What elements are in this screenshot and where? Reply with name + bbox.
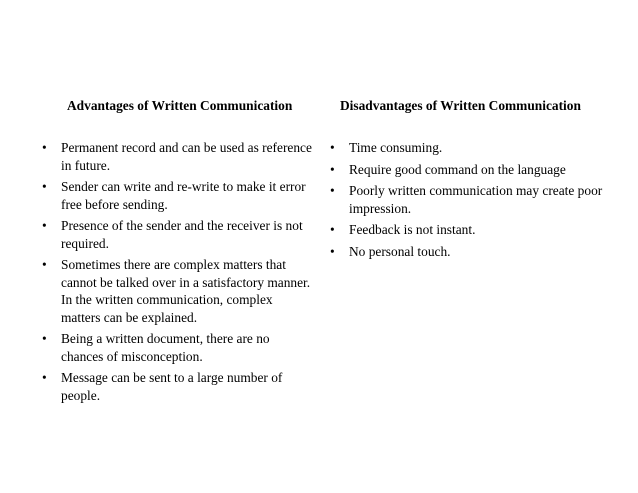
bullet-icon: • [42,218,47,233]
list-item-text: Time consuming. [349,140,443,155]
list-item-text: Sender can write and re-write to make it error free before sending. [61,179,306,212]
list-item-text: Presence of the sender and the receiver is not required. [61,218,303,251]
list-item [40,369,312,404]
bullet-icon: • [42,140,47,155]
list-item [40,217,312,252]
list-item [40,256,312,326]
list-item-text: Poorly written communication may create poor impression. [349,183,603,216]
list-item-text: No personal touch. [349,243,451,259]
list-item [328,221,610,239]
bullet-icon: • [42,331,47,346]
list-item-text: Require good command on the language [349,161,566,177]
disadvantages-heading: Disadvantages of Written Communication [340,98,581,113]
bullet-icon: • [42,257,47,272]
list-item [40,330,312,365]
bullet-icon: • [330,183,335,198]
bullet-icon: • [330,243,335,259]
list-item [328,161,610,179]
list-item-text: Permanent record and can be used as reference in future. [61,140,312,173]
list-item-text: Sometimes there are complex matters that cannot be talked over in a satisfactory manner. In the written communication, complex matters can be explained. [61,257,311,325]
list-item [328,243,610,261]
disadvantages-list [328,139,610,264]
bullet-icon: • [42,179,47,194]
list-item [40,178,312,213]
bullet-icon: • [42,370,47,385]
bullet-icon: • [330,222,335,237]
list-item [328,182,610,217]
list-item-text: Feedback is not instant. [349,222,476,237]
advantages-heading: Advantages of Written Communication [67,98,293,113]
advantages-list [40,139,312,408]
list-item-text: Message can be sent to a large number of people. [61,370,283,403]
list-item [40,139,312,174]
bullet-icon: • [330,161,335,177]
list-item-text: Being a written document, there are no chances of misconception. [61,331,270,364]
bullet-icon: • [330,140,335,155]
list-item [328,139,610,157]
